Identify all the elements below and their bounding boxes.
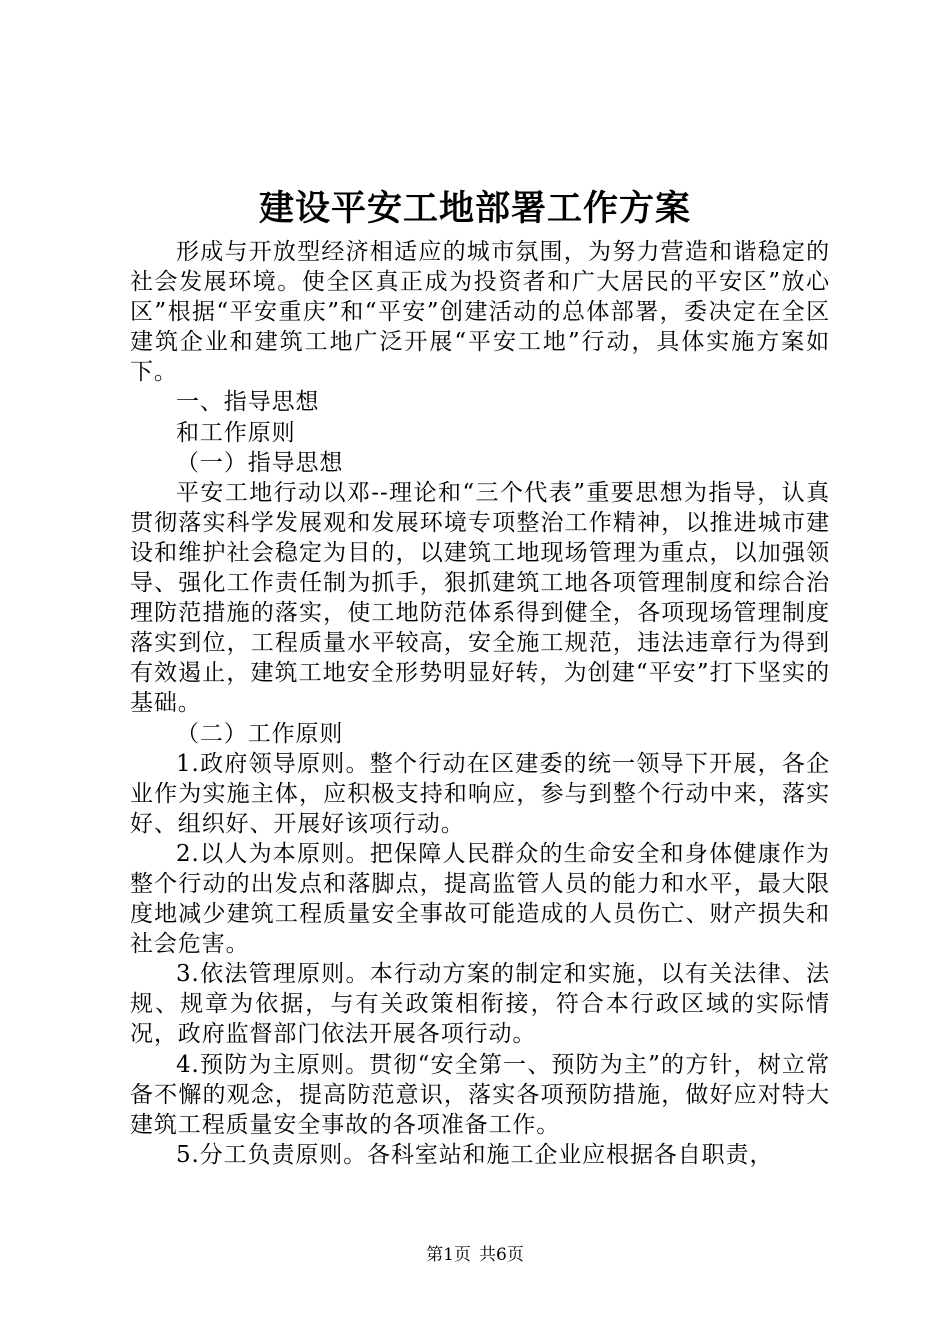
page-total: 共6页: [479, 1245, 524, 1265]
subsection-heading-work-principles: （二）工作原则: [176, 720, 344, 747]
section-heading-1-continued: 和工作原则: [176, 419, 296, 446]
guiding-thought-paragraph: 平安工地行动以邓--理论和“三个代表”重要思想为指导，认真贯彻落实科学发展观和发展环境专项整治工作精神，以推进城市建设和维护社会稳定为目的，以建筑工地现场管理为重点，以加强领导、强化工作责任制为抓手，狠抓建筑工地各项管理制度和综合治理防范措施的落实，使工地防范体系得到健全，各项现场管理制度落实到位，工程质量水平较高，安全施工规范，违法违章行为得到有效遏止，建筑工地安全形势明显好转，为创建“平安”打下坚实的基础。: [130, 479, 830, 717]
principle-3-paragraph: 3.依法管理原则。本行动方案的制定和实施，以有关法律、法规、规章为依据，与有关政策相衔接，符合本行政区域的实际情况，政府监督部门依法开展各项行动。: [130, 961, 830, 1048]
page-footer: [0, 1243, 950, 1267]
section-heading-1: 一、指导思想: [176, 389, 320, 416]
principle-4-paragraph: 4.预防为主原则。贯彻“安全第一、预防为主”的方针，树立常备不懈的观念，提高防范意识，落实各项预防措施，做好应对特大建筑工程质量安全事故的各项准备工作。: [130, 1051, 830, 1138]
page-number: 第1页: [426, 1245, 471, 1265]
document-body: [130, 237, 830, 1170]
subsection-heading-guiding-thought: （一）指导思想: [176, 449, 344, 476]
document-title: 建设平安工地部署工作方案: [258, 188, 691, 229]
intro-paragraph: 形成与开放型经济相适应的城市氛围，为努力营造和谐稳定的社会发展环境。使全区真正成为投资者和广大居民的平安区”放心区”根据“平安重庆”和“平安”创建活动的总体部署，委决定在全区建筑企业和建筑工地广泛开展“平安工地”行动，具体实施方案如下。: [130, 239, 830, 386]
principle-5-paragraph: 5.分工负责原则。各科室站和施工企业应根据各自职责，: [176, 1141, 774, 1168]
principle-2-paragraph: 2.以人为本原则。把保障人民群众的生命安全和身体健康作为整个行动的出发点和落脚点，提高监管人员的能力和水平，最大限度地减少建筑工程质量安全事故可能造成的人员伤亡、财产损失和社会危害。: [130, 840, 830, 958]
principle-1-paragraph: 1.政府领导原则。整个行动在区建委的统一领导下开展，各企业作为实施主体，应积极支持和响应，参与到整个行动中来，落实好、组织好、开展好该项行动。: [130, 750, 830, 837]
